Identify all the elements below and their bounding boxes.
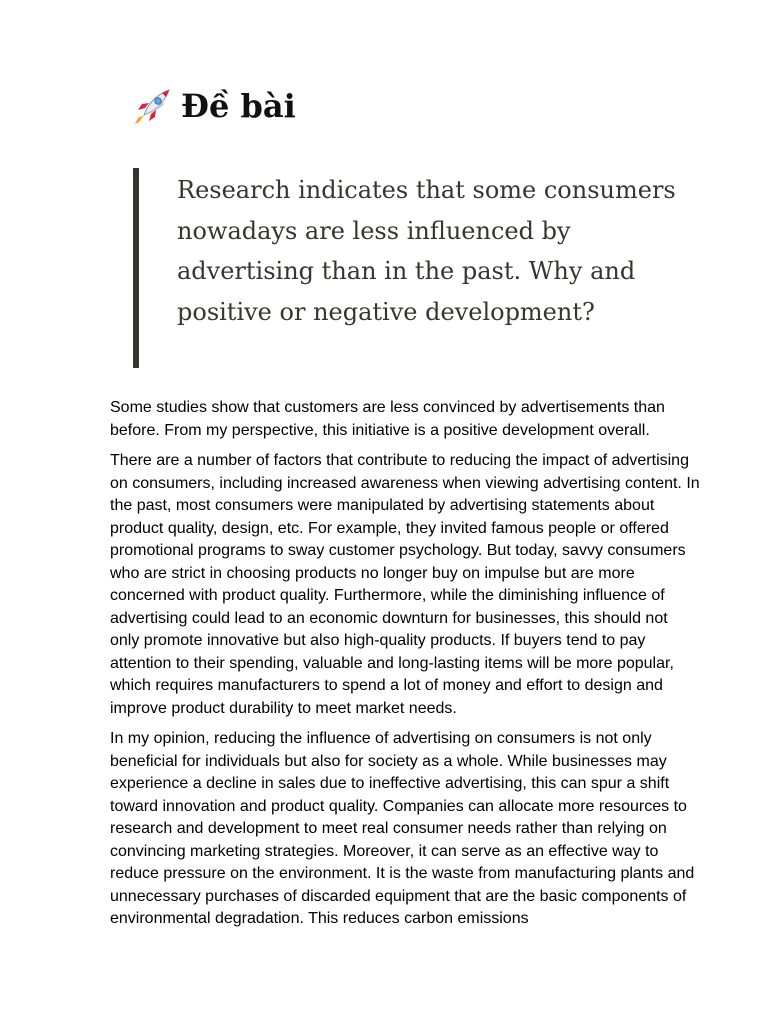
section-heading [133,86,296,126]
prompt-blockquote [133,168,693,368]
prompt-text: Research indicates that some consumers nowadays are less influenced by advertising than in the past. Why and positive or negative development? [177,176,676,326]
quote-bar [133,168,139,368]
essay-paragraph: In my opinion, reducing the influence of advertising on consumers is not only beneficial for individuals but also for society as a whole. While businesses may experience a decline in sales due to ineffective advertising, this can spur a shift toward innovation and product quality. Companies can allocate more resources to research and development to meet real consumer needs rather than relying on convincing marketing strategies. Moreover, it can serve as an effective way to reduce pressure on the environment. It is the waste from manufacturing plants and unnecessary purchases of discarded equipment that are the basic components of environmental degradation. This reduces carbon emissions [110,730,695,927]
essay-body [110,397,700,939]
rocket-icon [133,86,173,126]
heading-title: Đề bài [181,87,296,125]
essay-paragraph: There are a number of factors that contribute to reducing the impact of advertising on consumers, including increased awareness when viewing advertising content. In the past, most consumers were manipulated by advertising statements about product quality, design, etc. For example, they invited famous people or offered promotional programs to sway customer psychology. But today, savvy consumers who are strict in choosing products no longer buy on impulse but are more concerned with product quality. Furthermore, while the diminishing influence of advertising could lead to an economic downturn for businesses, this should not only promote innovative but also high-quality products. If buyers tend to pay attention to their spending, valuable and long-lasting items will be more popular, which requires manufacturers to spend a lot of money and effort to design and improve product durability to meet market needs. [110,452,700,717]
essay-paragraph: Some studies show that customers are less convinced by advertisements than before. From my perspective, this initiative is a positive development overall. [110,399,665,439]
